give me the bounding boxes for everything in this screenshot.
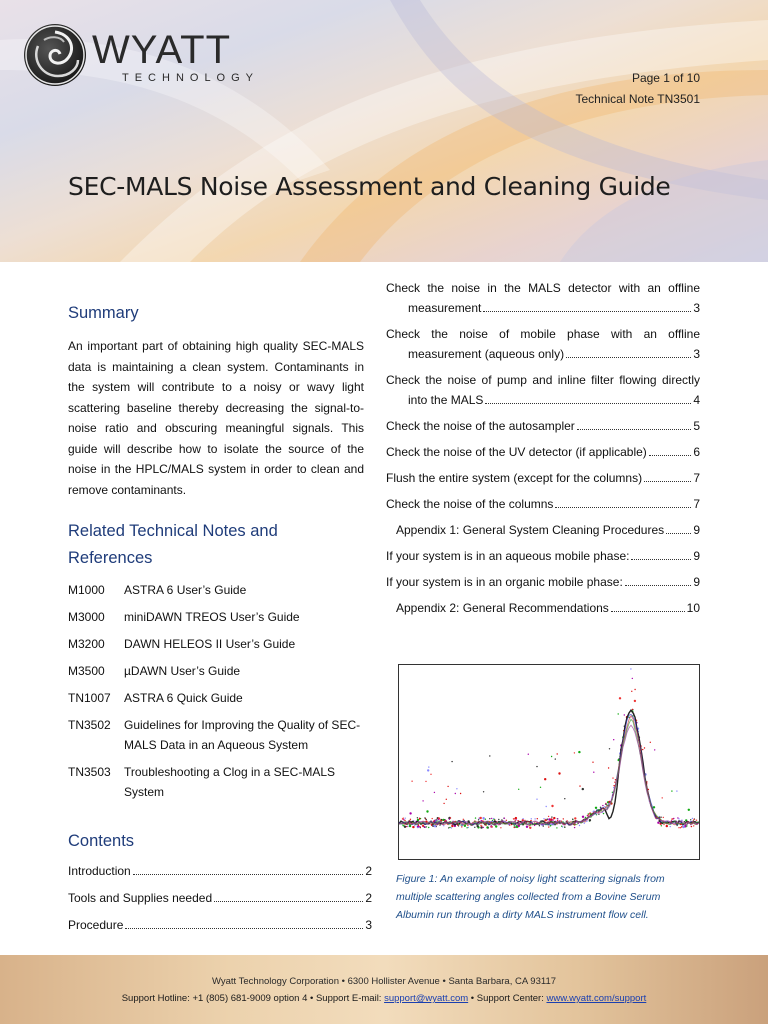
- footer-address: Wyatt Technology Corporation • 6300 Hollister Avenue • Santa Barbara, CA 93117: [211, 976, 557, 987]
- noise-point: [586, 821, 587, 822]
- noise-point: [543, 818, 544, 819]
- noise-point: [513, 818, 514, 819]
- noise-point: [602, 805, 603, 806]
- noise-point: [614, 782, 615, 783]
- noise-point: [463, 819, 464, 820]
- noise-point: [483, 818, 484, 819]
- noise-point: [574, 752, 575, 753]
- toc-leader-dots: [125, 928, 363, 929]
- noise-point: [428, 766, 429, 767]
- noise-point: [670, 826, 671, 827]
- toc-entry-label: If your system is in an aqueous mobile phase:: [386, 549, 630, 563]
- logo-subtitle: TECHNOLOGY: [122, 72, 260, 84]
- toc-entry-page: 7: [693, 497, 700, 511]
- noise-point: [582, 788, 584, 790]
- noise-point: [582, 816, 584, 818]
- toc-entry[interactable]: [386, 278, 700, 318]
- noise-point: [605, 804, 606, 805]
- noise-point: [483, 827, 484, 828]
- noise-point: [403, 819, 404, 820]
- toc-entry-label: Tools and Supplies needed: [68, 891, 213, 905]
- toc-entry-page: 3: [365, 918, 372, 932]
- noise-point: [608, 767, 609, 768]
- noise-point: [425, 826, 426, 827]
- noise-point: [537, 818, 538, 819]
- noise-point: [595, 807, 596, 808]
- noise-point: [613, 739, 614, 740]
- reference-item: [68, 661, 368, 681]
- noise-point: [692, 818, 693, 819]
- noise-point: [455, 793, 456, 794]
- noise-point: [551, 805, 553, 807]
- toc-leader-dots: [483, 311, 691, 312]
- toc-leader-dots: [644, 481, 691, 482]
- toc-leader-dots: [611, 611, 685, 612]
- noise-point: [423, 826, 424, 827]
- noise-point: [419, 818, 420, 819]
- toc-entry[interactable]: [386, 468, 700, 488]
- noise-point: [435, 820, 436, 821]
- noise-point: [491, 825, 492, 826]
- toc-entry-label: Appendix 1: General System Cleaning Procedures: [396, 523, 665, 537]
- noise-point: [588, 814, 589, 815]
- noise-point: [681, 826, 682, 827]
- noise-point: [681, 820, 682, 821]
- noise-point: [411, 781, 412, 782]
- signal-trace: [399, 719, 699, 825]
- noise-point: [553, 819, 554, 820]
- noise-point: [548, 816, 549, 817]
- toc-entry[interactable]: [386, 416, 700, 436]
- noise-point: [448, 817, 449, 818]
- toc-leader-dots: [577, 429, 692, 430]
- toc-entry[interactable]: [386, 572, 700, 592]
- noise-point: [600, 807, 601, 808]
- noise-point: [682, 826, 684, 828]
- page-number: Page 1 of 10: [631, 71, 700, 85]
- noise-point: [673, 818, 674, 819]
- toc-entry-page: 3: [693, 347, 700, 361]
- noise-point: [441, 819, 442, 820]
- noise-point: [561, 826, 562, 827]
- noise-point: [492, 826, 493, 827]
- noise-point: [493, 819, 494, 820]
- noise-point: [463, 820, 464, 821]
- noise-point: [480, 817, 482, 819]
- toc-entry[interactable]: [386, 370, 700, 410]
- noise-point: [678, 827, 679, 828]
- reference-code: M3000: [68, 610, 105, 624]
- noise-point: [446, 799, 447, 800]
- noise-point: [563, 818, 564, 819]
- noise-point: [572, 819, 573, 820]
- toc-entry-label: Check the noise of mobile phase with an offline: [386, 327, 700, 341]
- toc-entry-label: Check the noise of the columns: [386, 497, 554, 511]
- toc-leader-dots: [625, 585, 692, 586]
- noise-point: [495, 825, 497, 827]
- noise-point: [574, 817, 576, 819]
- toc-entry-page: 2: [365, 891, 372, 905]
- toc-entry[interactable]: [386, 520, 700, 540]
- toc-entry-label: Appendix 2: General Recommendations: [396, 601, 609, 615]
- noise-point: [506, 820, 507, 821]
- noise-point: [539, 825, 540, 826]
- noise-point: [671, 818, 672, 819]
- noise-point: [624, 714, 625, 715]
- noise-point: [642, 749, 643, 750]
- noise-point: [448, 827, 449, 828]
- toc-entry-label: If your system is in an organic mobile phase:: [386, 575, 623, 589]
- noise-point: [690, 819, 691, 820]
- noise-point: [546, 806, 547, 807]
- noise-point: [696, 820, 697, 821]
- noise-point: [536, 799, 537, 800]
- noise-point: [428, 827, 429, 828]
- document-title: SEC-MALS Noise Assessment and Cleaning Guide: [68, 172, 671, 201]
- toc-entry-page: 5: [693, 419, 700, 433]
- noise-point: [584, 823, 585, 824]
- noise-point: [504, 818, 505, 819]
- reference-item: [68, 762, 368, 802]
- noise-point: [480, 826, 482, 828]
- noise-point: [574, 827, 575, 828]
- noise-point: [529, 827, 531, 829]
- reference-item: [68, 580, 368, 600]
- reference-title: Troubleshooting a Clog in a SEC-MALS System: [124, 765, 335, 799]
- signal-trace: [399, 725, 699, 825]
- page-info: [575, 68, 700, 110]
- noise-point: [417, 827, 418, 828]
- toc-entry[interactable]: [386, 494, 700, 514]
- toc-entry-page: 10: [686, 601, 700, 615]
- noise-point: [663, 824, 664, 825]
- noise-point: [691, 826, 692, 827]
- noise-point: [534, 825, 535, 826]
- noise-point: [536, 766, 537, 767]
- noise-point: [409, 812, 411, 814]
- noise-point: [650, 742, 651, 743]
- noise-point: [516, 826, 518, 828]
- reference-item: [68, 688, 368, 708]
- noise-point: [456, 788, 457, 789]
- noise-point: [644, 747, 645, 748]
- noise-point: [564, 826, 565, 827]
- toc-leader-dots: [631, 559, 691, 560]
- noise-point: [619, 697, 621, 699]
- toc-leader-dots: [566, 357, 691, 358]
- noise-point: [451, 761, 452, 762]
- noise-point: [593, 772, 594, 773]
- noise-point: [557, 753, 558, 754]
- toc-entry-page: 9: [693, 549, 700, 563]
- reference-item: [68, 607, 368, 627]
- noise-point: [405, 818, 406, 819]
- noise-point: [551, 756, 552, 757]
- noise-point: [534, 818, 535, 819]
- toc-entry[interactable]: [386, 598, 700, 618]
- toc-entry-page: 3: [693, 301, 700, 315]
- toc-leader-dots: [649, 455, 692, 456]
- references-list: [68, 580, 368, 809]
- toc-entry-page: 2: [365, 864, 372, 878]
- noise-point: [693, 825, 694, 826]
- noise-point: [450, 817, 451, 818]
- noise-point: [654, 749, 655, 750]
- noise-point: [528, 754, 529, 755]
- toc-entry-label: Procedure: [68, 918, 124, 932]
- toc-entry[interactable]: [386, 324, 700, 364]
- support-center-link[interactable]: www.wyatt.com/support: [546, 993, 647, 1004]
- noise-point: [477, 825, 479, 827]
- contents-list-left: [68, 864, 372, 945]
- noise-point: [515, 826, 516, 827]
- noise-point: [422, 800, 423, 801]
- noise-point: [434, 792, 435, 793]
- toc-leader-dots: [214, 901, 363, 902]
- noise-point: [434, 820, 435, 821]
- noise-point: [688, 809, 690, 811]
- noise-point: [501, 819, 502, 820]
- noise-point: [548, 818, 550, 820]
- signal-trace: [399, 716, 699, 825]
- noise-point: [558, 772, 560, 774]
- noise-point: [564, 798, 565, 799]
- noise-point: [412, 826, 414, 828]
- noise-point: [449, 827, 450, 828]
- noise-point: [631, 691, 632, 692]
- reference-title: µDAWN User’s Guide: [124, 664, 241, 678]
- reference-code: M3200: [68, 637, 105, 651]
- noise-point: [488, 827, 489, 828]
- support-email-link[interactable]: support@wyatt.com: [384, 993, 469, 1004]
- reference-title: Guidelines for Improving the Quality of SEC-MALS Data in an Aqueous System: [124, 718, 361, 752]
- noise-point: [678, 818, 679, 819]
- noise-point: [442, 819, 444, 821]
- noise-point: [630, 668, 631, 669]
- noise-point: [443, 803, 444, 804]
- noise-point: [677, 817, 678, 818]
- noise-point: [489, 755, 490, 756]
- noise-point: [500, 827, 501, 828]
- noise-point: [579, 825, 580, 826]
- noise-point: [467, 825, 468, 826]
- noise-point: [578, 751, 580, 753]
- noise-point: [404, 820, 405, 821]
- noise-point: [609, 748, 610, 749]
- summary-heading: Summary: [68, 304, 139, 322]
- noise-point: [522, 818, 523, 819]
- noise-point: [434, 825, 436, 827]
- noise-point: [680, 827, 681, 828]
- noise-point: [498, 819, 499, 820]
- noise-point: [489, 818, 490, 819]
- support-center-label: • Support Center:: [468, 993, 547, 1004]
- toc-entry-page: 7: [693, 471, 700, 485]
- toc-entry-page: 4: [693, 393, 700, 407]
- noise-point: [553, 817, 555, 819]
- noise-point: [439, 824, 440, 825]
- noise-point: [419, 826, 420, 827]
- noise-point: [666, 825, 668, 827]
- wyatt-logo-mark-icon: [24, 24, 86, 86]
- noise-point: [634, 689, 635, 690]
- noise-point: [693, 819, 694, 820]
- reference-title: DAWN HELEOS II User’s Guide: [124, 637, 296, 651]
- technical-note-id: Technical Note TN3501: [575, 92, 700, 106]
- wyatt-logo: [24, 24, 260, 92]
- noise-point: [468, 827, 469, 828]
- noise-point: [426, 819, 427, 820]
- reference-title: ASTRA 6 User’s Guide: [124, 583, 247, 597]
- related-notes-heading: Related Technical Notes and References: [68, 522, 278, 567]
- noise-point: [676, 790, 677, 791]
- contents-list-right: [386, 278, 700, 624]
- noise-point: [460, 793, 461, 794]
- toc-leader-dots: [485, 403, 691, 404]
- toc-entry-label-continued: measurement (aqueous only): [408, 347, 565, 361]
- toc-entry[interactable]: [386, 546, 700, 566]
- noise-point: [531, 818, 532, 819]
- noise-point: [612, 777, 613, 778]
- noise-point: [417, 817, 418, 818]
- toc-entry[interactable]: [68, 864, 372, 891]
- noise-point: [556, 827, 557, 828]
- noise-point: [438, 819, 439, 820]
- toc-entry-label: Check the noise of pump and inline filter flowing directly: [386, 373, 700, 387]
- noise-point: [671, 790, 672, 791]
- noise-point: [478, 819, 479, 820]
- reference-code: TN1007: [68, 691, 111, 705]
- noise-figure: [398, 664, 700, 860]
- noise-point: [526, 826, 528, 828]
- toc-entry[interactable]: [386, 442, 700, 462]
- noise-point: [485, 819, 486, 820]
- toc-entry-label: Flush the entire system (except for the columns): [386, 471, 643, 485]
- toc-entry-label-continued: into the MALS: [408, 393, 484, 407]
- noise-point: [603, 813, 604, 814]
- noise-point: [466, 827, 467, 828]
- noise-point: [662, 797, 663, 798]
- toc-leader-dots: [133, 874, 364, 875]
- noise-point: [555, 758, 556, 759]
- toc-entry-label: Introduction: [68, 864, 131, 878]
- summary-text: An important part of obtaining high quality SEC-MALS data is maintaining a clean system. Contaminants in the system will contribute to a noisy or wavy light scattering baseline thereby decreasing the signal-to-noise ratio and obscuring meaningful signals. This guide will describe how to isolate the source of the noise in the HPLC/MALS system in order to clean and remove contaminants.: [68, 339, 364, 497]
- toc-leader-dots: [555, 507, 691, 508]
- toc-entry-label: Check the noise in the MALS detector with an offline: [386, 281, 700, 295]
- noise-point: [483, 791, 484, 792]
- noise-point: [550, 825, 551, 826]
- reference-title: miniDAWN TREOS User’s Guide: [124, 610, 300, 624]
- noise-point: [427, 769, 429, 771]
- noise-point: [632, 678, 633, 679]
- toc-entry-label: Check the noise of the UV detector (if applicable): [386, 445, 647, 459]
- noise-point: [443, 825, 444, 826]
- toc-entry-page: 9: [693, 523, 700, 537]
- toc-entry-page: 9: [693, 575, 700, 589]
- noise-point: [447, 786, 448, 787]
- support-hotline-text: Support Hotline: +1 (805) 681-9009 option 4 • Support E-mail:: [121, 993, 385, 1004]
- noise-point: [451, 827, 452, 828]
- noise-point: [547, 819, 548, 820]
- noise-point: [432, 818, 433, 819]
- toc-entry-page: 6: [693, 445, 700, 459]
- noise-point: [461, 826, 462, 827]
- header-banner: [0, 0, 768, 262]
- light-scattering-plot: [399, 665, 699, 859]
- noise-point: [402, 818, 403, 819]
- noise-point: [475, 817, 476, 818]
- footer-banner: [0, 955, 768, 1024]
- noise-point: [544, 819, 546, 821]
- noise-point: [514, 825, 515, 826]
- reference-code: M3500: [68, 664, 105, 678]
- noise-point: [404, 826, 406, 828]
- noise-point: [402, 825, 403, 826]
- noise-point: [551, 816, 552, 817]
- noise-point: [474, 827, 475, 828]
- noise-point: [515, 817, 517, 819]
- figure-caption: Figure 1: An example of noisy light scattering signals from multiple scattering angles collected from a Bovine Serum Albumin run through a dirty MALS instrument flow cell.: [396, 873, 665, 921]
- noise-point: [579, 785, 580, 786]
- noise-point: [544, 778, 546, 780]
- noise-point: [557, 818, 558, 819]
- noise-point: [518, 789, 519, 790]
- footer-support: [0, 993, 768, 1004]
- noise-point: [425, 781, 426, 782]
- reference-code: M1000: [68, 583, 105, 597]
- noise-point: [540, 787, 541, 788]
- noise-point: [618, 713, 619, 714]
- noise-point: [410, 819, 411, 820]
- noise-point: [589, 819, 591, 821]
- noise-point: [481, 825, 482, 826]
- noise-point: [632, 709, 633, 710]
- noise-point: [548, 826, 549, 827]
- toc-entry-label: Check the noise of the autosampler: [386, 419, 575, 433]
- noise-point: [592, 762, 593, 763]
- reference-item: [68, 715, 368, 755]
- reference-item: [68, 634, 368, 654]
- noise-point: [661, 825, 662, 826]
- noise-point: [491, 818, 492, 819]
- noise-point: [660, 817, 661, 818]
- noise-point: [598, 814, 599, 815]
- noise-point: [430, 774, 431, 775]
- noise-point: [414, 825, 415, 826]
- noise-point: [407, 826, 408, 827]
- noise-point: [424, 817, 425, 818]
- reference-code: TN3503: [68, 765, 111, 779]
- reference-title: ASTRA 6 Quick Guide: [124, 691, 243, 705]
- toc-entry[interactable]: [68, 891, 372, 918]
- toc-entry[interactable]: [68, 918, 372, 945]
- toc-leader-dots: [666, 533, 691, 534]
- noise-point: [543, 825, 544, 826]
- contents-heading: Contents: [68, 832, 135, 850]
- noise-point: [426, 810, 428, 812]
- reference-code: TN3502: [68, 718, 111, 732]
- noise-point: [663, 817, 664, 818]
- logo-wordmark: WYATT: [92, 28, 232, 72]
- noise-point: [634, 700, 636, 702]
- toc-entry-label-continued: measurement: [408, 301, 482, 315]
